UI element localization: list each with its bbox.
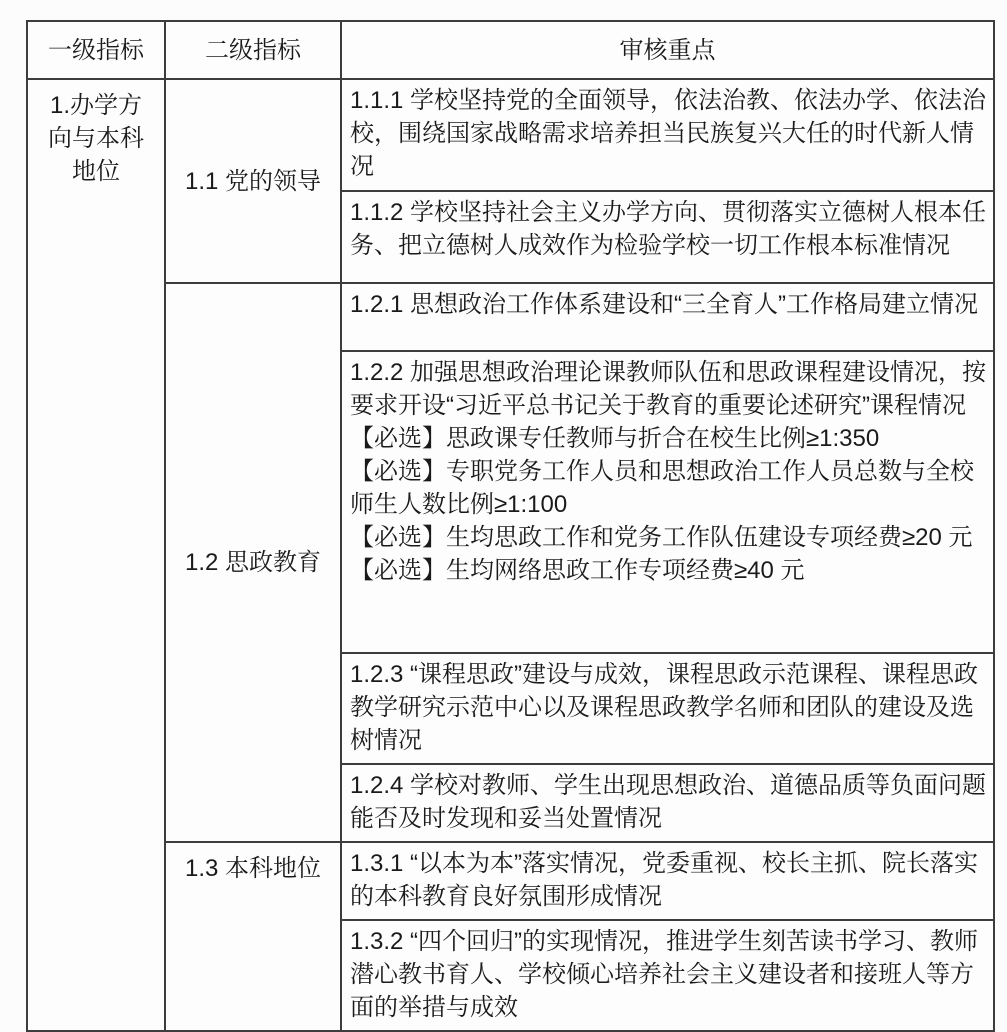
focus-cell-1-2-3 [341,653,994,764]
header-level1-indicator: 一级指标 [27,21,165,79]
table-row [27,842,994,920]
header-level2-indicator: 二级指标 [165,21,341,79]
focus-cell-1-3-2 [341,920,994,1031]
focus-paragraph: 1.2.4 学校对教师、学生出现思想政治、道德品质等负面问题能否及时发现和妥当处置情况 [350,772,987,832]
required-item: 【必选】思政课专任教师与折合在校生比例≥1:350 [350,425,880,452]
focus-paragraph: 1.2.2 加强思想政治理论课教师队伍和思政课程建设情况，按要求开设“习近平总书记关于教育的重要论述研究”课程情况 [350,359,987,419]
focus-paragraph: 1.3.1 “以本为本”落实情况，党委重视、校长主抓、院长落实的本科教育良好氛围形成情况 [350,850,979,910]
focus-paragraph: 1.2.3 “课程思政”建设与成效，课程思政示范课程、课程思政教学研究示范中心以及课程思政教学名师和团队的建设及选树情况 [350,661,979,754]
level1-cell: 1.办学方向与本科地位 [27,79,165,1031]
required-item: 【必选】生均思政工作和党务工作队伍建设专项经费≥20 元 [350,524,973,551]
level2-cell-undergraduate-status: 1.3 本科地位 [165,842,341,1031]
table-row [27,283,994,351]
focus-cell-1-2-1 [341,283,994,351]
focus-cell-1-1-2 [341,191,994,283]
focus-cell-1-1-1 [341,79,994,191]
audit-criteria-table [26,20,995,1032]
focus-paragraph: 1.2.1 思想政治工作体系建设和“三全育人”工作格局建立情况 [350,291,979,318]
header-review-focus: 审核重点 [341,21,994,79]
header-row [27,21,994,79]
focus-paragraph: 1.1.1 学校坚持党的全面领导，依法治教、依法办学、依法治校，围绕国家战略需求培养担当民族复兴大任的时代新人情况 [350,87,987,180]
required-item: 【必选】生均网络思政工作专项经费≥40 元 [350,557,805,584]
level2-cell-ideological-education: 1.2 思政教育 [165,283,341,842]
focus-cell-1-2-2 [341,351,994,653]
required-item: 【必选】专职党务工作人员和思想政治工作人员总数与全校师生人数比例≥1:100 [350,458,974,518]
focus-cell-1-3-1 [341,842,994,920]
focus-paragraph: 1.3.2 “四个回归”的实现情况，推进学生刻苦读书学习、教师潜心教书育人、学校倾心培养社会主义建设者和接班人等方面的举措与成效 [350,928,979,1021]
focus-cell-1-2-4 [341,764,994,842]
focus-paragraph: 1.1.2 学校坚持社会主义办学方向、贯彻落实立德树人根本任务、把立德树人成效作为检验学校一切工作根本标准情况 [350,199,987,259]
table-row [27,79,994,191]
level2-cell-party-leadership: 1.1 党的领导 [165,79,341,283]
